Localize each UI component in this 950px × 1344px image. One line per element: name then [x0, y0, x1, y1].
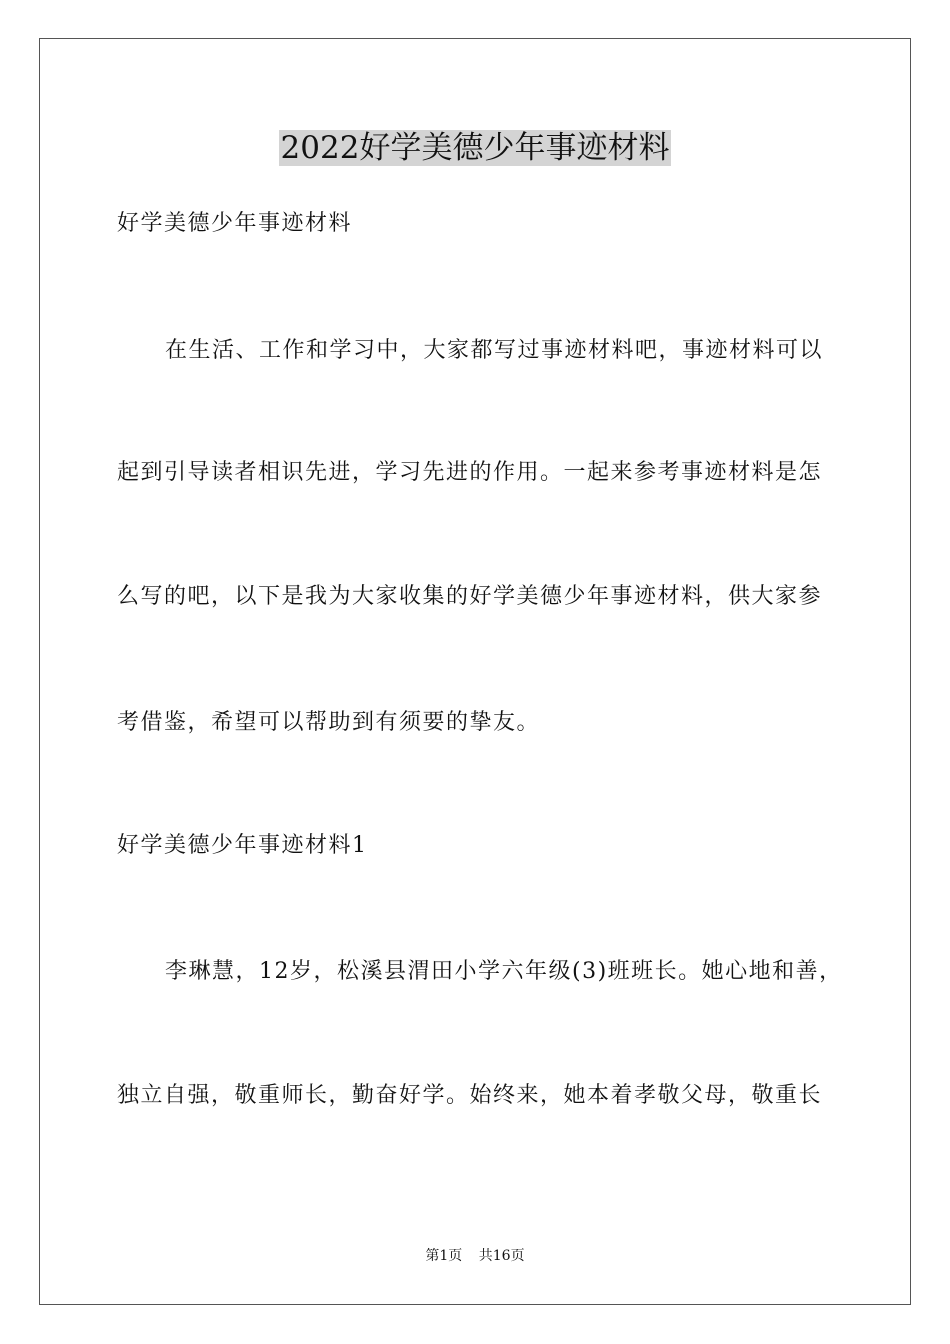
- paragraph-line: 李琳慧，12岁，松溪县渭田小学六年级(3)班班长。她心地和善，: [165, 959, 843, 984]
- page-total: 共16页: [478, 1248, 525, 1264]
- document-title-text: 2022好学美德少年事迹材料: [280, 130, 670, 166]
- page-footer: [0, 1246, 950, 1266]
- section-heading: 好学美德少年事迹材料1: [117, 833, 368, 858]
- document-title: [0, 126, 950, 170]
- paragraph-line: 考借鉴，希望可以帮助到有须要的挚友。: [117, 710, 541, 735]
- paragraph-line: 独立自强，敬重师长，勤奋好学。始终来，她本着孝敬父母，敬重长: [117, 1083, 823, 1108]
- page-number: 第1页: [425, 1248, 463, 1264]
- paragraph-line: 么写的吧，以下是我为大家收集的好学美德少年事迹材料，供大家参: [117, 584, 823, 609]
- document-subtitle: 好学美德少年事迹材料: [117, 211, 353, 236]
- paragraph-line: 起到引导读者相识先进，学习先进的作用。一起来参考事迹材料是怎: [117, 460, 823, 485]
- paragraph-line: 在生活、工作和学习中，大家都写过事迹材料吧，事迹材料可以: [165, 338, 824, 363]
